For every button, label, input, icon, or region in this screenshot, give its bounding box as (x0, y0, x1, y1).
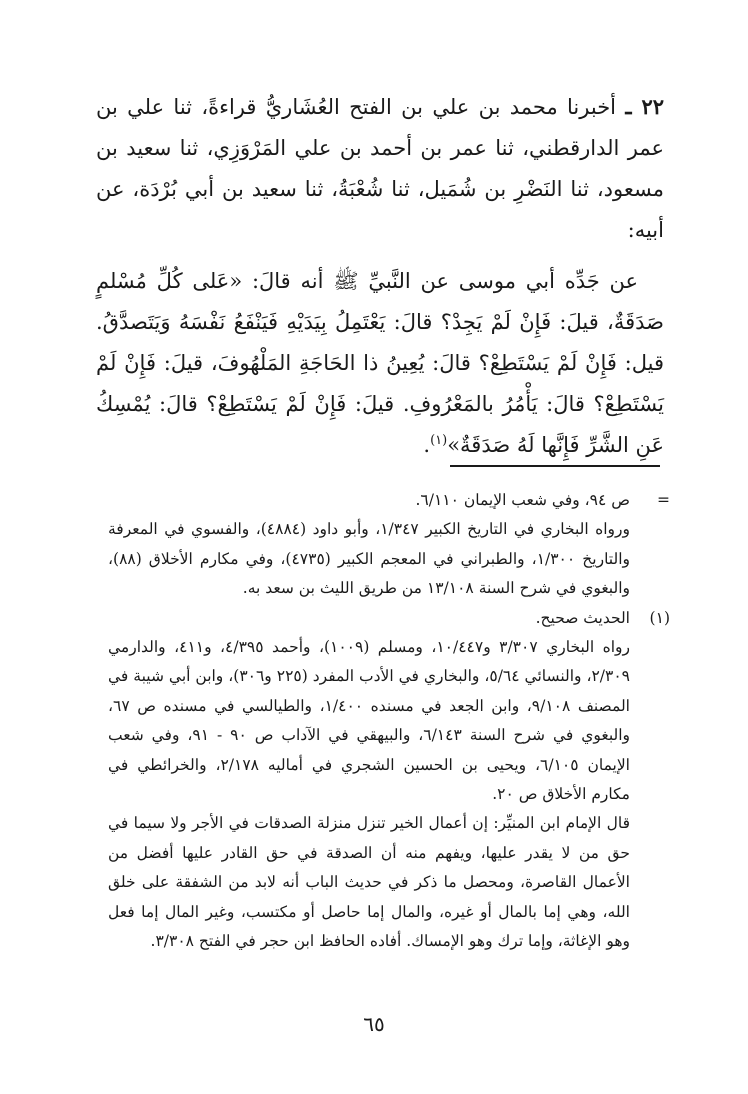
footnote-line: قال الإمام ابن المنيِّر: إن أعمال الخير تنزل منزلة الصدقات في الأجر ولا سيما في حق من لا يقدر عليها، ويفهم منه أن الصدقة في حق القادر عليها أفضل من الأعمال القاصرة، ومحصل ما ذكر في حديث الباب أنه لابد من الشفقة على خلق الله، وهي إما بالمال أو غيره، والمال إما حاصل أو مكتسب، وغير المال إما فعل وهو الإغاثة، وإما ترك وهو الإمساك. أفاده الحافظ ابن حجر في الفتح ٣/٣٠٨. (108, 814, 630, 951)
page-number: ٦٥ (363, 1012, 385, 1036)
footnote-separator (450, 465, 660, 467)
hadith-matn-paragraph (96, 261, 664, 466)
matn-end-period: . (423, 433, 431, 457)
footnote-reference: (١) (430, 433, 448, 448)
footnote-line: الحديث صحيح. (535, 608, 630, 627)
footnote-1 (108, 604, 670, 957)
hadith-number: ٢٢ ـ (625, 94, 664, 119)
footnote-continuation (108, 486, 670, 604)
footnote-line: ورواه البخاري في التاريخ الكبير ١/٣٤٧، وأبو داود (٤٨٨٤)، والفسوي في المعرفة والتاريخ ١/٣٠٠، والطبراني في المعجم الكبير (٤٧٣٥)، وفي مكارم الأخلاق (٨٨)، والبغوي في شرح السنة ١٣/١٠٨ من طريق الليث بن سعد به. (108, 520, 630, 598)
hadith-isnad-paragraph (96, 86, 664, 251)
footnote-line: رواه البخاري ٣/٣٠٧ و١٠/٤٤٧، ومسلم (١٠٠٩)، وأحمد ٤/٣٩٥، و٤١١، والدارمي ٢/٣٠٩، والنسائي ٥/٦٤، والبخاري في الأدب المفرد (٢٢٥ و٣٠٦)، وابن أبي شيبة في المصنف ٩/١٠٨، وابن الجعد في مسنده ١/٤٠٠، والطيالسي في مسنده ص ٦٧، والبغوي في شرح السنة ٦/١٤٣، والبيهقي في الآداب ص ٩٠ - ٩١، وفي شعب الإيمان ٦/١٠٥، ويحيى بن الحسين الشجري في أماليه ٢/١٧٨، والخرائطي في مكارم الأخلاق ص ٢٠. (108, 638, 631, 804)
hadith-isnad: أخبرنا محمد بن علي بن الفتح العُشَاريُّ قراءةً، ثنا علي بن عمر الدارقطني، ثنا عمر بن أحمد بن علي المَرْوَزِي، ثنا سعيد بن مسعود، ثنا النَضْرِ بن شُمَيل، ثنا شُعْبَةُ، ثنا سعيد بن أبي بُرْدَة، عن أبيه: (96, 95, 664, 242)
footnote-number: (١) (649, 608, 670, 627)
footnotes (108, 486, 670, 957)
continuation-mark: = (657, 491, 670, 509)
hadith-matn: عن جَدِّه أبي موسى عن النَّبيِّ ﷺ أنه قالَ: «عَلى كُلِّ مُسْلمٍ صَدَقَةٌ، قيلَ: فَإِنْ لَمْ يَجِدْ؟ قالَ: يَعْتَمِلُ بِيَدَيْهِ فَيَنْفَعُ نَفْسَهُ وَيَتَصدَّقُ. قيل: فَإِنْ لَمْ يَسْتَطِعْ؟ قالَ: يُعِينُ ذا الحَاجَةِ المَلْهُوفَ، قيلَ: فَإِنْ لَمْ يَسْتَطِعْ؟ قالَ: يَأْمُرُ بالمَعْرُوفِ. قيلَ: فَإِنْ لَمْ يَسْتَطِعْ؟ قالَ: يُمْسِكُ عَنِ الشَّرِّ فَإِنَّها لَهُ صَدَقَةٌ» (96, 269, 664, 457)
hadith-text (96, 86, 664, 466)
footnote-line: ص ٩٤، وفي شعب الإيمان ٦/١١٠. (415, 491, 630, 509)
